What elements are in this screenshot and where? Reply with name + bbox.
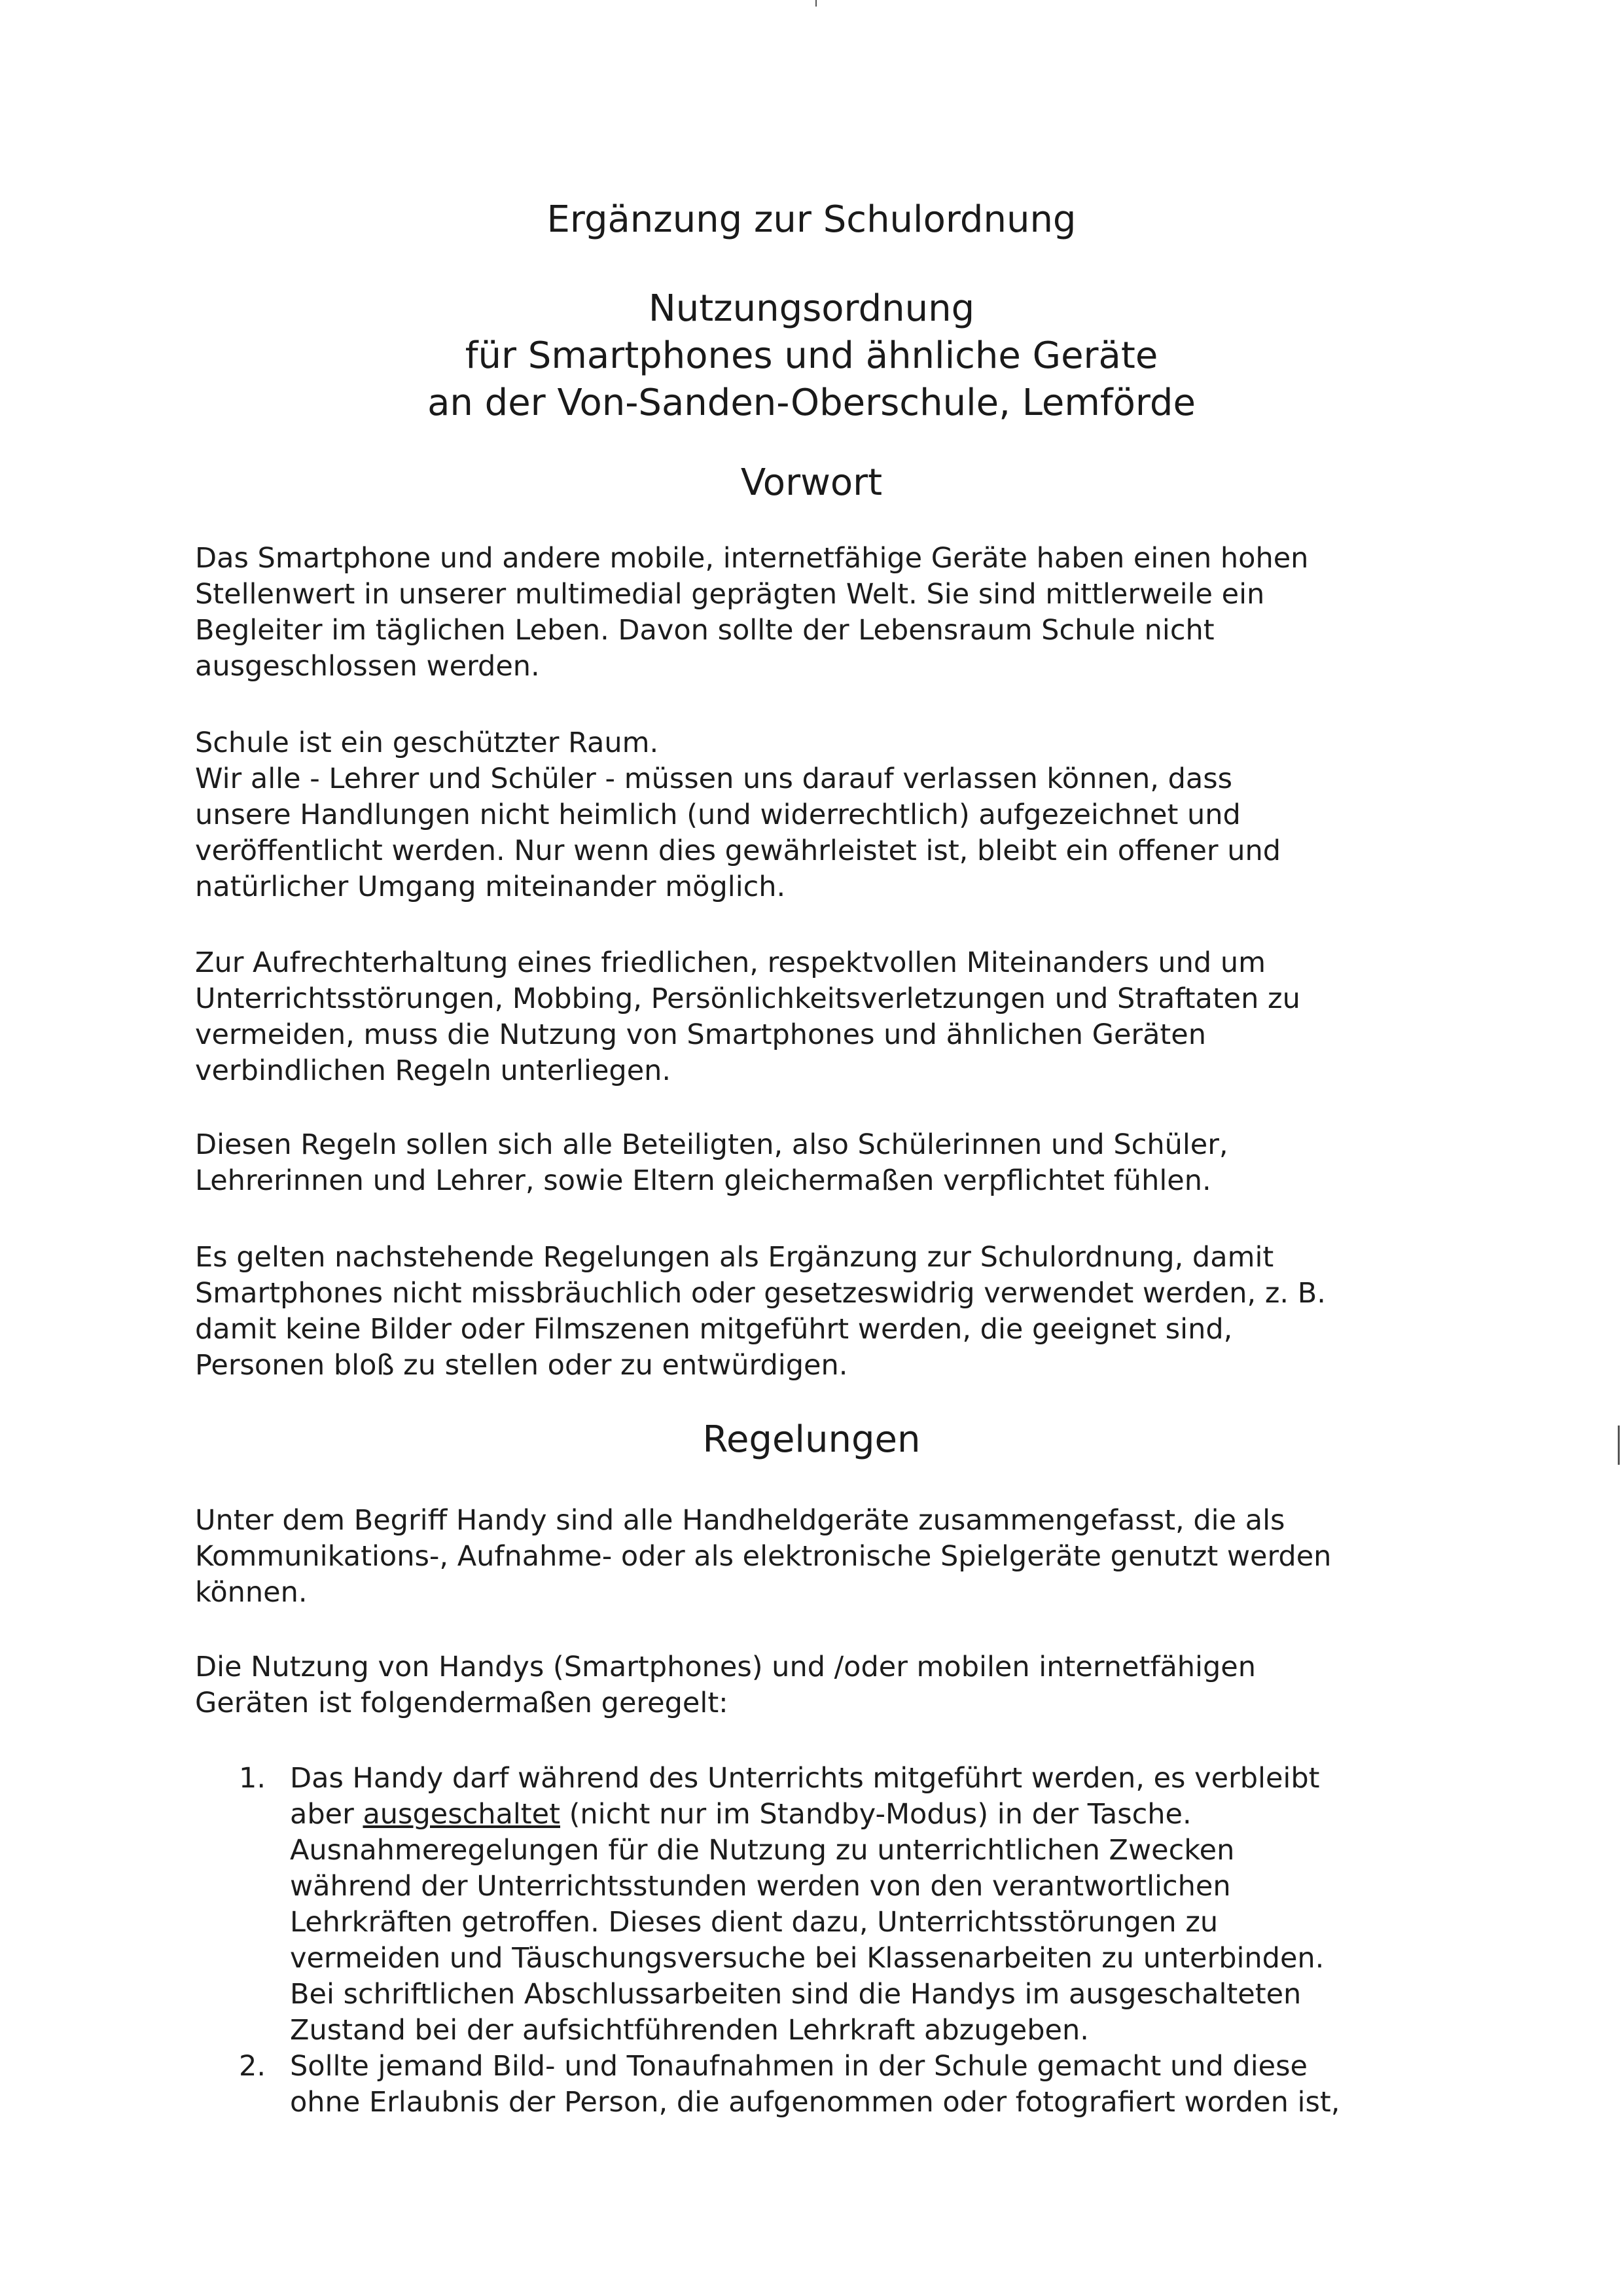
text-line: verbindlichen Regeln unterliegen.	[195, 1054, 671, 1087]
rule-number: 1.	[239, 1762, 266, 1795]
text-line: Wir alle - Lehrer und Schüler - müssen uns darauf verlassen können, dass	[195, 762, 1233, 795]
document-title: Ergänzung zur Schulordnung	[546, 198, 1077, 241]
text-line: veröffentlicht werden. Nur wenn dies gewährleistet ist, bleibt ein offener und	[195, 834, 1281, 867]
vorwort-paragraph-1	[195, 541, 1438, 685]
text-fragment: (nicht nur im Standby-Modus) in der Tasche.	[560, 1798, 1192, 1831]
scan-artifact-mark	[1618, 1426, 1620, 1465]
text-line: Das Handy darf während des Unterrichts mitgeführt werden, es verbleibt	[290, 1762, 1320, 1795]
section-heading-regelungen: Regelungen	[702, 1418, 921, 1461]
text-line: Geräten ist folgendermaßen geregelt:	[195, 1687, 728, 1719]
text-line: Es gelten nachstehende Regelungen als Ergänzung zur Schulordnung, damit	[195, 1241, 1274, 1274]
text-line: Diesen Regeln sollen sich alle Beteiligten, also Schülerinnen und Schüler,	[195, 1128, 1228, 1161]
document-subtitle-line-2: für Smartphones und ähnliche Geräte	[465, 334, 1158, 377]
text-line: Das Smartphone und andere mobile, internetfähige Geräte haben einen hohen	[195, 542, 1309, 575]
text-line: unsere Handlungen nicht heimlich (und widerrechtlich) aufgezeichnet und	[195, 798, 1241, 831]
text-fragment: aber	[290, 1798, 363, 1831]
rule-item-2	[239, 2049, 1450, 2121]
text-line: vermeiden, muss die Nutzung von Smartphones und ähnlichen Geräten	[195, 1018, 1206, 1051]
text-line: Lehrkräften getroffen. Dieses dient dazu, Unterrichtsstörungen zu	[290, 1906, 1219, 1939]
text-line: Unterrichtsstörungen, Mobbing, Persönlichkeitsverletzungen und Straftaten zu	[195, 982, 1300, 1015]
rules-list	[239, 1761, 1450, 2121]
text-line: natürlicher Umgang miteinander möglich.	[195, 870, 786, 903]
scan-artifact-mark	[815, 0, 817, 7]
text-line: während der Unterrichtsstunden werden von den verantwortlichen	[290, 1870, 1231, 1903]
text-line: Schule ist ein geschützter Raum.	[195, 726, 659, 759]
text-line	[290, 1797, 1450, 1833]
document-subtitle-line-1: Nutzungsordnung	[648, 287, 975, 330]
emphasis-ausgeschaltet: ausgeschaltet	[363, 1798, 560, 1831]
text-line: Smartphones nicht missbräuchlich oder gesetzeswidrig verwendet werden, z. B.	[195, 1277, 1326, 1310]
section-heading-vorwort: Vorwort	[740, 461, 883, 504]
regelungen-paragraph-2	[195, 1649, 1438, 1721]
document-subtitle-line-3: an der Von-Sanden-Oberschule, Lemförde	[427, 382, 1196, 424]
text-line: Zur Aufrechterhaltung eines friedlichen, respektvollen Miteinanders und um	[195, 946, 1266, 979]
text-line: Sollte jemand Bild- und Tonaufnahmen in der Schule gemacht und diese	[290, 2050, 1308, 2083]
regelungen-paragraph-1	[195, 1503, 1438, 1611]
vorwort-paragraph-4	[195, 1127, 1438, 1199]
text-line: Lehrerinnen und Lehrer, sowie Eltern gleichermaßen verpflichtet fühlen.	[195, 1164, 1211, 1197]
text-line: Die Nutzung von Handys (Smartphones) und /oder mobilen internetfähigen	[195, 1651, 1257, 1683]
text-line: Ausnahmeregelungen für die Nutzung zu unterrichtlichen Zwecken	[290, 1834, 1235, 1867]
text-line: ausgeschlossen werden.	[195, 650, 540, 683]
vorwort-paragraph-3	[195, 945, 1438, 1089]
text-line: können.	[195, 1576, 308, 1609]
text-line: Zustand bei der aufsichtführenden Lehrkraft abzugeben.	[290, 2014, 1089, 2047]
text-line: damit keine Bilder oder Filmszenen mitgeführt werden, die geeignet sind,	[195, 1313, 1233, 1346]
text-line: Bei schriftlichen Abschlussarbeiten sind die Handys im ausgeschalteten	[290, 1978, 1302, 2011]
text-line: Unter dem Begriff Handy sind alle Handheldgeräte zusammengefasst, die als	[195, 1504, 1285, 1537]
rule-item-1	[239, 1761, 1450, 2049]
rule-number: 2.	[239, 2050, 266, 2083]
vorwort-paragraph-2	[195, 725, 1438, 905]
text-line: ohne Erlaubnis der Person, die aufgenommen oder fotografiert worden ist,	[290, 2086, 1340, 2119]
vorwort-paragraph-5	[195, 1240, 1438, 1384]
text-line: Kommunikations-, Aufnahme- oder als elektronische Spielgeräte genutzt werden	[195, 1540, 1332, 1573]
text-line: vermeiden und Täuschungsversuche bei Klassenarbeiten zu unterbinden.	[290, 1942, 1325, 1975]
text-line: Stellenwert in unserer multimedial geprägten Welt. Sie sind mittlerweile ein	[195, 578, 1265, 611]
text-line: Begleiter im täglichen Leben. Davon sollte der Lebensraum Schule nicht	[195, 614, 1215, 647]
text-line: Personen bloß zu stellen oder zu entwürdigen.	[195, 1349, 848, 1382]
